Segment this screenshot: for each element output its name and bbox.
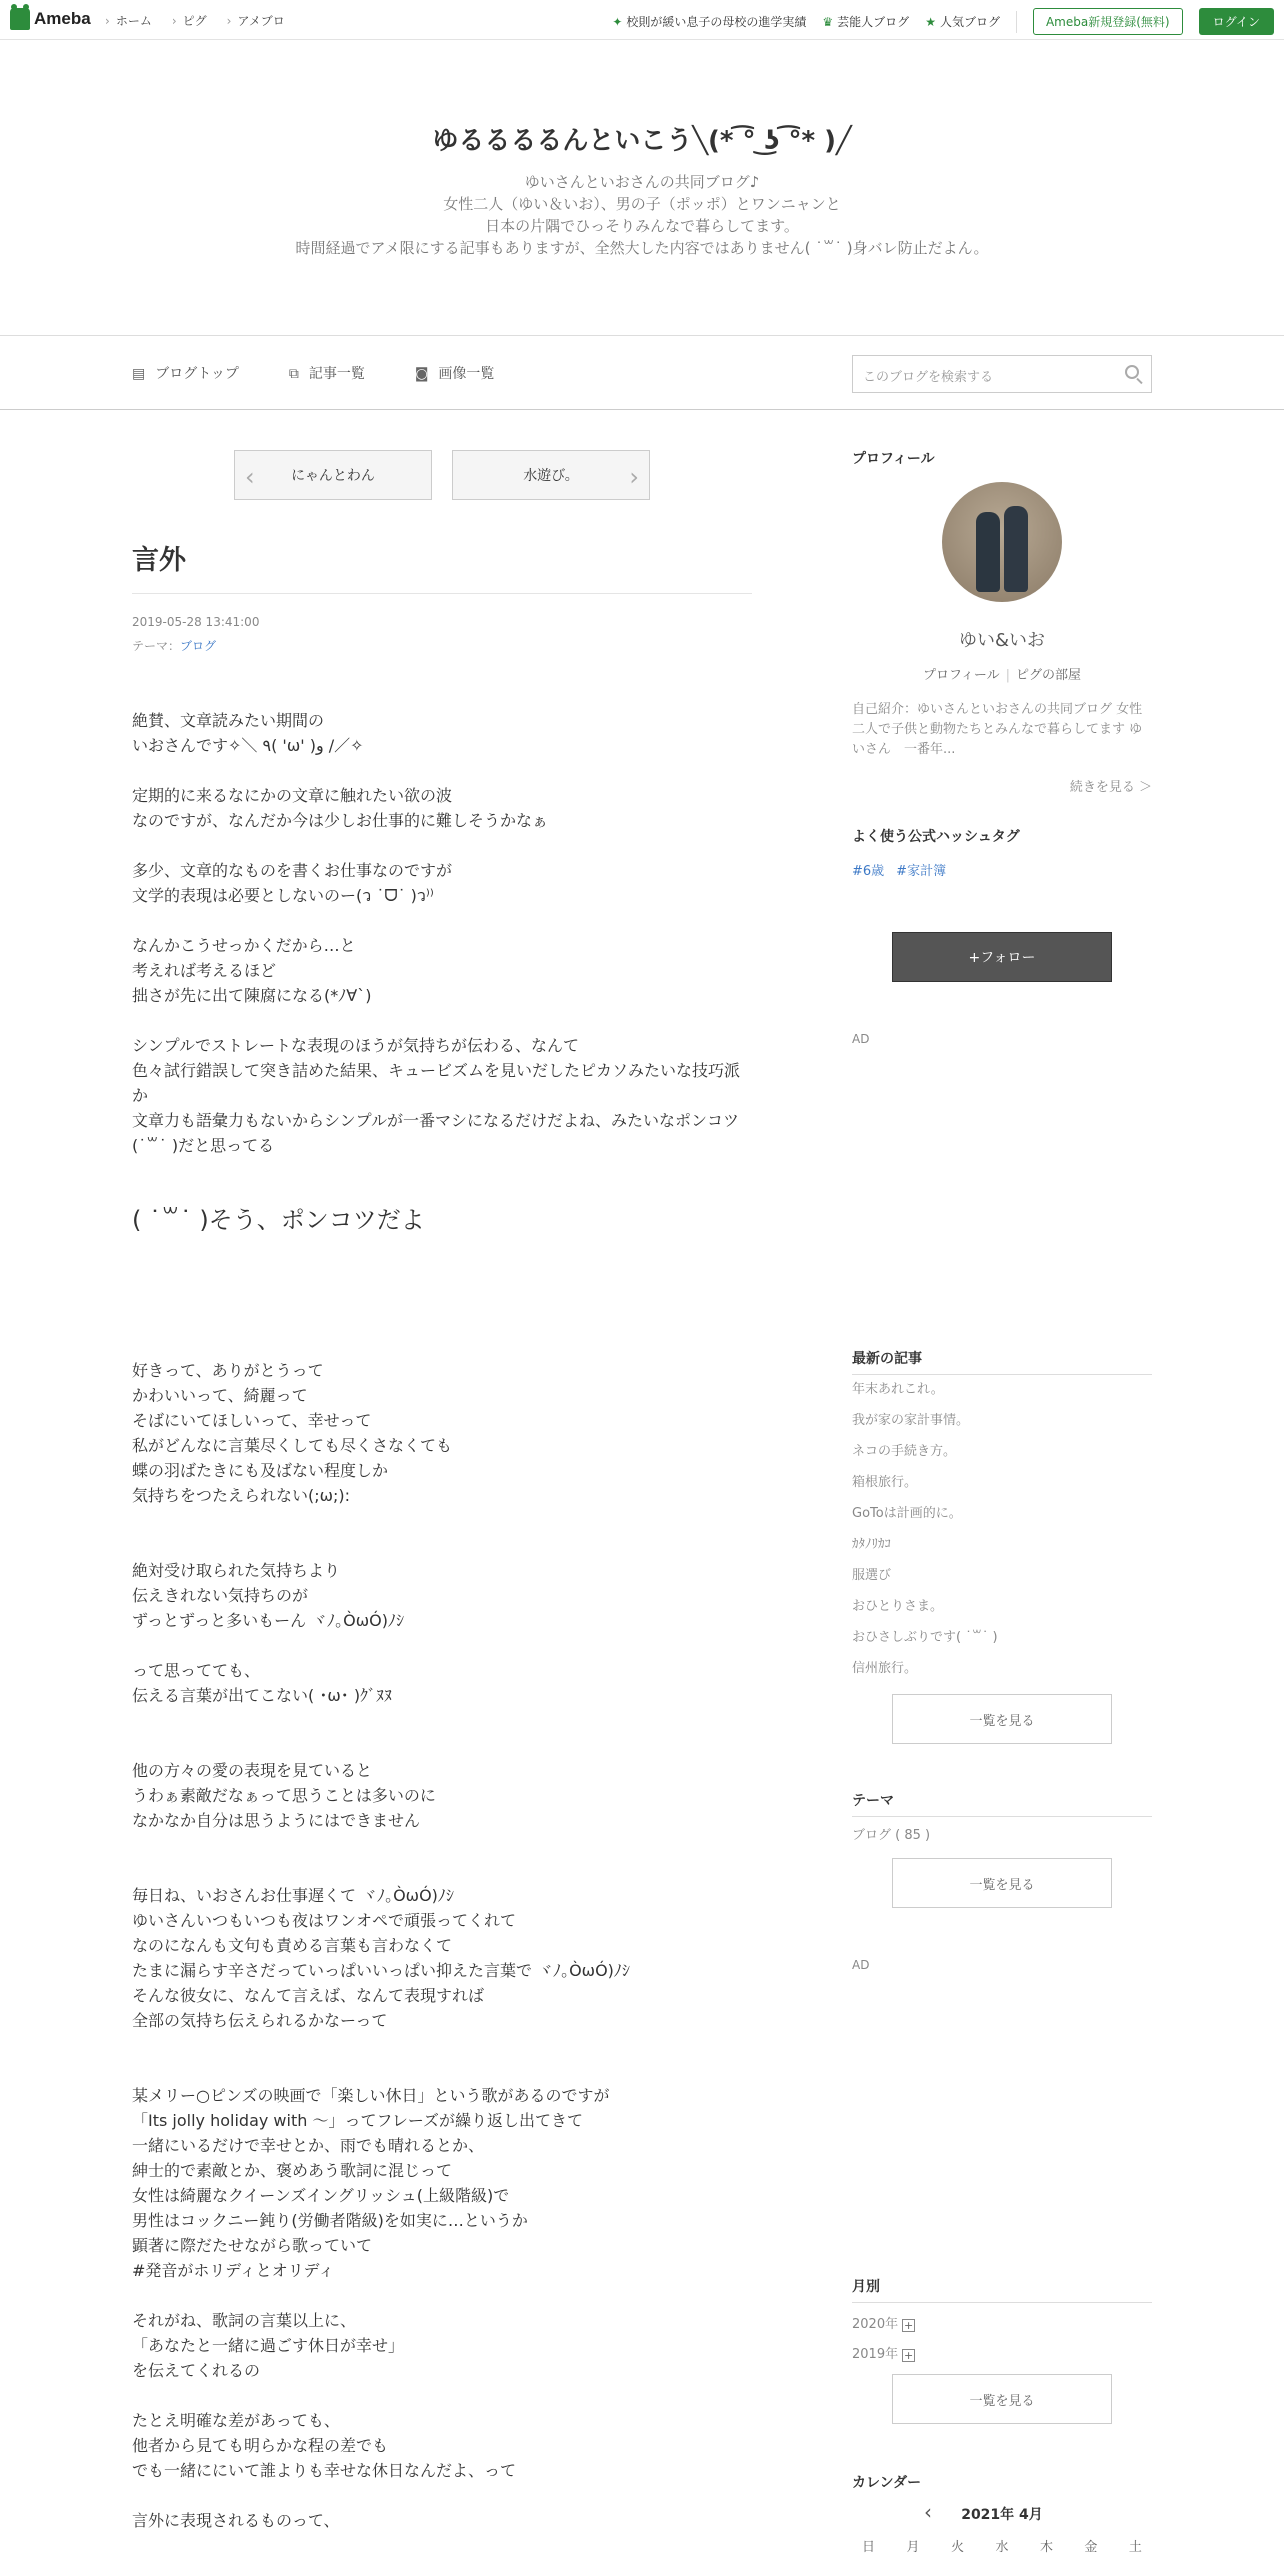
theme-heading: テーマ xyxy=(852,1790,1152,1817)
entry-paragraph xyxy=(132,933,752,1008)
global-nav-right xyxy=(612,8,1274,35)
copy-icon: ⧉ xyxy=(288,366,299,382)
avatar-shadow-figure xyxy=(1004,506,1028,592)
next-entry-label: 水遊び。 xyxy=(523,468,579,484)
search-placeholder: このブログを検索する xyxy=(863,370,994,385)
entry-line: #発音がホリディとオリディ xyxy=(132,2261,335,2280)
entry-line: 男性はコックニー鈍り(労働者階級)を如実に…というか xyxy=(132,2211,528,2230)
entry-line: なかなか自分は思うようにはできません xyxy=(132,1811,421,1830)
entry-line: 一緒にいるだけで幸せとか、雨でも晴れるとか、 xyxy=(132,2136,485,2155)
entry-line: 絶対受け取られた気持ちより xyxy=(132,1561,341,1580)
blog-description-line: ゆいさんといおさんの共同ブログ♪ xyxy=(524,173,760,191)
entry-line: そんな彼女に、なんて言えば、なんて表現すれば xyxy=(132,1986,485,2005)
recent-entry-link[interactable]: 箱根旅行。 xyxy=(852,1475,918,1490)
entry-line: そばにいてほしいって、幸せって xyxy=(132,1411,372,1430)
entry-paragraph xyxy=(132,1658,752,1708)
entry-paragraph xyxy=(132,1883,752,2033)
expand-plus-icon[interactable]: + xyxy=(903,2348,914,2362)
entry-spacer xyxy=(132,1258,752,1358)
entry-meta xyxy=(132,610,259,658)
entry-line: 私がどんなに言葉尽くしても尽くさなくても xyxy=(132,1436,453,1455)
entry-line: 定期的に来るなにかの文章に触れたい欲の波 xyxy=(132,786,453,805)
entry-line: 他の方々の愛の表現を見ていると xyxy=(132,1761,373,1780)
avatar[interactable] xyxy=(942,482,1062,602)
entry-paragraph xyxy=(132,1358,752,1508)
entry-line: 女性は綺麗なクイーンズイングリッシュ(上級階級)で xyxy=(132,2186,510,2205)
search-icon[interactable] xyxy=(1125,365,1139,379)
entry-paragraph xyxy=(132,1033,752,1158)
prev-entry-label: にゃんとわん xyxy=(291,468,375,484)
entry-line: それがね、歌詞の言葉以上に、 xyxy=(132,2311,357,2330)
weekday-label: 日 xyxy=(862,2540,876,2555)
theme-see-all-button[interactable]: 一覧を見る xyxy=(892,1858,1112,1908)
entry-line: 全部の気持ち伝えられるかなーって xyxy=(132,2011,388,2030)
blog-top-label: ブログトップ xyxy=(155,366,239,382)
entry-paragraph xyxy=(132,2408,752,2483)
entry-line: 気持ちをつたえられない(;ω;): xyxy=(132,1486,351,1505)
avatar-shadow-figure xyxy=(976,512,1000,592)
entry-line: ずっとずっと多いもーん ヾﾉ｡ÒωÓ)ﾉｼ xyxy=(132,1611,404,1630)
profile-heading: プロフィール xyxy=(852,451,935,467)
entry-line: シンプルでストレートな表現のほうが気持ちが伝わる、なんて xyxy=(132,1036,579,1055)
calendar-weekdays xyxy=(852,2536,1152,2555)
crown-icon: ♛ xyxy=(822,15,834,29)
entry-line: 文学的表現は必要としないのー(ว ˙ᗜ˙ )ว⁾⁾ xyxy=(132,886,434,905)
entry-line: 伝えきれない気持ちのが xyxy=(132,1586,309,1605)
image-list-label: 画像一覧 xyxy=(438,366,495,382)
entry-title[interactable]: 言外 xyxy=(132,538,752,594)
entry-paragraph xyxy=(132,1208,752,1233)
weekday-label: 火 xyxy=(950,2540,964,2555)
image-list-link[interactable] xyxy=(415,363,495,383)
blog-description-line: 女性二人（ゆい＆いお）、男の子（ポッポ）とワンニャンと xyxy=(443,195,841,213)
profile-more-link[interactable]: 続きを見る ＞ xyxy=(1069,780,1152,795)
entry-line: 某メリー○ピンズの映画で「楽しい休日」という歌があるのですが xyxy=(132,2086,610,2105)
weekday-label: 木 xyxy=(1039,2540,1053,2555)
blog-top-link[interactable] xyxy=(132,363,239,383)
entry-theme xyxy=(132,634,259,658)
weekday-label: 月 xyxy=(906,2540,920,2555)
global-nav-left xyxy=(105,12,285,29)
month-label: 2019年 xyxy=(852,2347,899,2362)
entry-pager xyxy=(234,450,650,500)
ameba-logo-icon xyxy=(10,8,30,30)
profile-name[interactable]: ゆい&いお xyxy=(958,630,1046,651)
entry-paragraph xyxy=(132,1758,752,1833)
entry-line: たまに漏らす辛さだっていっぱいいっぱい抑えた言葉で ヾﾉ｡ÒωÓ)ﾉｼ xyxy=(132,1961,630,1980)
blog-header xyxy=(0,40,1284,336)
ameba-logo-text: Ameba xyxy=(34,9,91,28)
entry-line: 「Its jolly holiday with ～」ってフレーズが繰り返し出てきて xyxy=(132,2111,584,2130)
entry-line: ( ˙꒳˙ )そう、ポンコツだよ xyxy=(132,1206,425,1234)
blog-nav xyxy=(0,337,1284,410)
trending-topic-label: 校則が緩い息子の母校の進学実績 xyxy=(626,15,807,29)
recent-entry-link[interactable]: GoToは計画的に。 xyxy=(852,1506,962,1521)
blog-search-input[interactable] xyxy=(852,355,1152,393)
entry-line: 「あなたと一緒に過ごす休日が幸せ」 xyxy=(132,2336,405,2355)
calendar-month xyxy=(852,2500,1152,2524)
chevron-left-icon: ‹ xyxy=(245,463,255,491)
blog-description-line: 時間経過でアメ限にする記事もありますが、全然大した内容ではありません( ˙꒳˙ )身バレ防止だよん。 xyxy=(295,239,989,257)
blog-description-line: 日本の片隅でひっそりみんなで暮らしてます。 xyxy=(485,217,799,235)
recent-entry-link[interactable]: 我が家の家計事情。 xyxy=(852,1413,970,1428)
recent-entry-link[interactable]: ｶﾀﾉﾘｶｺ xyxy=(852,1537,891,1552)
ameba-logo[interactable] xyxy=(10,8,91,30)
blog-nav-links xyxy=(132,363,494,383)
pig-room-link[interactable]: ピグの部屋 xyxy=(1016,668,1082,683)
monthly-see-all-button[interactable]: 一覧を見る xyxy=(892,2374,1112,2424)
profile-links xyxy=(852,664,1152,683)
entry-line: 文章力も語彙力もないからシンプルが一番マシになるだけだよね、みたいなポンコツ(˙꒳˙ )だと思ってる xyxy=(132,1111,739,1155)
monthly-heading: 月別 xyxy=(852,2276,1152,2303)
entry-line: って思ってても、 xyxy=(132,1661,261,1680)
nav-home-link[interactable]: › ホーム xyxy=(105,12,152,29)
entry-theme-link[interactable]: ブログ xyxy=(180,639,217,653)
nav-divider xyxy=(1016,11,1017,33)
entry-line: ゆいさんいつもいつも夜はワンオペで頑張ってくれて xyxy=(132,1911,517,1930)
link-separator: | xyxy=(1005,668,1011,683)
recent-entries-heading: 最新の記事 xyxy=(852,1348,1152,1375)
recent-entry-link[interactable]: 年末あれこれ。 xyxy=(852,1382,944,1397)
entry-paragraph xyxy=(132,2308,752,2383)
entry-line: 色々試行錯誤して突き詰めた結果、キュービズムを見いだしたピカソみたいな技巧派か xyxy=(132,1061,741,1105)
blog-title[interactable]: ゆるるるるんといこう╲(* ͡° ͜ʖ ͡°* )╱ xyxy=(432,126,852,156)
entry-paragraph xyxy=(132,2508,752,2533)
sparkle-icon: ✦ xyxy=(612,15,623,29)
expand-plus-icon[interactable]: + xyxy=(903,2318,914,2332)
month-item[interactable] xyxy=(852,2340,915,2370)
entry-list-link[interactable] xyxy=(289,363,365,383)
popular-blog-link[interactable] xyxy=(925,13,1000,30)
entry-line: なんかこうせっかくだから…と xyxy=(132,936,356,955)
entry-spacer xyxy=(132,1733,752,1758)
recent-entries-list xyxy=(852,1380,1152,1690)
nav-pig-link[interactable]: › ピグ xyxy=(172,12,207,29)
login-button[interactable]: ログイン xyxy=(1199,8,1274,35)
entry-line: 考えれば考えるほど xyxy=(132,961,277,980)
celebrity-blog-label: 芸能人ブログ xyxy=(837,15,910,29)
recent-entry-link[interactable]: おひとりさま。 xyxy=(852,1599,944,1614)
entry-line: 言外に表現されるものって、 xyxy=(132,2511,340,2530)
entry-list-label: 記事一覧 xyxy=(308,366,365,382)
entry-spacer xyxy=(132,1533,752,1558)
entry-line: 拙さが先に出て陳腐になる(*ﾉ∀`) xyxy=(132,986,372,1005)
recent-entry-link[interactable]: おひさしぶりです( ˙꒳˙ ) xyxy=(852,1630,998,1645)
entry-line: 他者から見ても明らかな程の差でも xyxy=(132,2436,389,2455)
theme-item-blog[interactable]: ブログ ( 85 ) xyxy=(852,1828,931,1843)
hashtag-link[interactable]: #6歳 xyxy=(852,864,885,879)
entry-paragraph xyxy=(132,2083,752,2283)
entry-line: かわいいって、綺麗って xyxy=(132,1386,308,1405)
entry-line: うわぁ素敵だなぁって思うことは多いのに xyxy=(132,1786,436,1805)
calendar-month-label: 2021年 4月 xyxy=(961,2507,1043,2523)
entry-line: たとえ明確な差があっても、 xyxy=(132,2411,340,2430)
entry-line: でも一緒ににいて誰よりも幸せな休日なんだよ、って xyxy=(132,2461,517,2480)
entry-line: 蝶の羽ばたきにも及ばない程度しか xyxy=(132,1461,389,1480)
monthly-list xyxy=(852,2310,915,2370)
entry-line: 多少、文章的なものを書くお仕事なのですが xyxy=(132,861,453,880)
blog-description xyxy=(0,171,1284,259)
hashtag-list xyxy=(852,860,946,879)
month-label: 2020年 xyxy=(852,2317,899,2332)
chevron-left-icon[interactable]: ‹ xyxy=(924,2500,932,2524)
recent-entry-link[interactable]: ネコの手続き方。 xyxy=(852,1444,957,1459)
weekday-label: 土 xyxy=(1128,2540,1142,2555)
entry-line: を伝えてくれるの xyxy=(132,2361,261,2380)
popular-blog-label: 人気ブログ xyxy=(939,15,1000,29)
recent-entry-link[interactable]: 服選び xyxy=(852,1568,892,1583)
entry-line: 絶賛、文章読みたい期間の xyxy=(132,711,325,730)
weekday-label: 金 xyxy=(1084,2540,1098,2555)
month-item[interactable] xyxy=(852,2310,915,2340)
entry-line: なのになんも文句も責める言葉も言わなくて xyxy=(132,1936,453,1955)
entry-body xyxy=(132,708,752,2558)
entry-line: なのですが、なんだか今は少しお仕事的に難しそうかなぁ xyxy=(132,811,549,830)
ad-label: AD xyxy=(852,1958,870,1972)
chevron-right-icon: › xyxy=(629,463,639,491)
recent-entry-link[interactable]: 信州旅行。 xyxy=(852,1661,918,1676)
entry-spacer xyxy=(132,2058,752,2083)
entry-theme-label: テーマ： xyxy=(132,639,181,653)
weekday-label: 水 xyxy=(995,2540,1009,2555)
entry-line: 紳士的で素敵とか、褒めあう歌詞に混じって xyxy=(132,2161,453,2180)
hashtag-link[interactable]: #家計簿 xyxy=(896,864,947,879)
entry-date: 2019-05-28 13:41:00 xyxy=(132,615,260,629)
entry-line: 好きって、ありがとうって xyxy=(132,1361,324,1380)
calendar-heading: カレンダー xyxy=(852,2475,922,2491)
profile-intro: 自己紹介：ゆいさんといおさんの共同ブログ 女性二人で子供と動物たちとみんなで暮らしてます ゆいさん 一番年... xyxy=(852,702,1143,757)
entry-line: 顕著に際だたせながら歌っていて xyxy=(132,2236,373,2255)
entry-line: 伝える言葉が出てこない( ･ω･ )ｸﾞﾇﾇ xyxy=(132,1686,393,1705)
entry-paragraph xyxy=(132,1558,752,1633)
entry-line: いおさんです✧＼ ٩( 'ω' )و /／✧ xyxy=(132,736,364,755)
global-header xyxy=(0,0,1284,40)
next-entry-button[interactable] xyxy=(452,450,650,500)
recent-see-all-button[interactable]: 一覧を見る xyxy=(892,1694,1112,1744)
trending-topic-link[interactable] xyxy=(612,13,806,30)
star-icon: ★ xyxy=(925,15,936,29)
ad-label: AD xyxy=(852,1032,870,1046)
entry-paragraph xyxy=(132,783,752,833)
celebrity-blog-link[interactable] xyxy=(822,13,909,30)
prev-entry-button[interactable] xyxy=(234,450,432,500)
document-icon: ▤ xyxy=(132,366,146,382)
entry-spacer xyxy=(132,1858,752,1883)
entry-paragraph xyxy=(132,858,752,908)
hashtag-heading: よく使う公式ハッシュタグ xyxy=(852,829,1020,845)
entry-line: 毎日ね、いおさんお仕事遅くて ヾﾉ｡ÒωÓ)ﾉｼ xyxy=(132,1886,454,1905)
nav-ameblo-link[interactable]: › アメブロ xyxy=(227,12,285,29)
register-button[interactable]: Ameba新規登録(無料) xyxy=(1033,8,1183,35)
camera-icon: ◙ xyxy=(414,366,429,382)
profile-link[interactable]: プロフィール xyxy=(922,668,1000,683)
follow-button[interactable]: +フォロー xyxy=(892,932,1112,982)
entry-paragraph xyxy=(132,708,752,758)
